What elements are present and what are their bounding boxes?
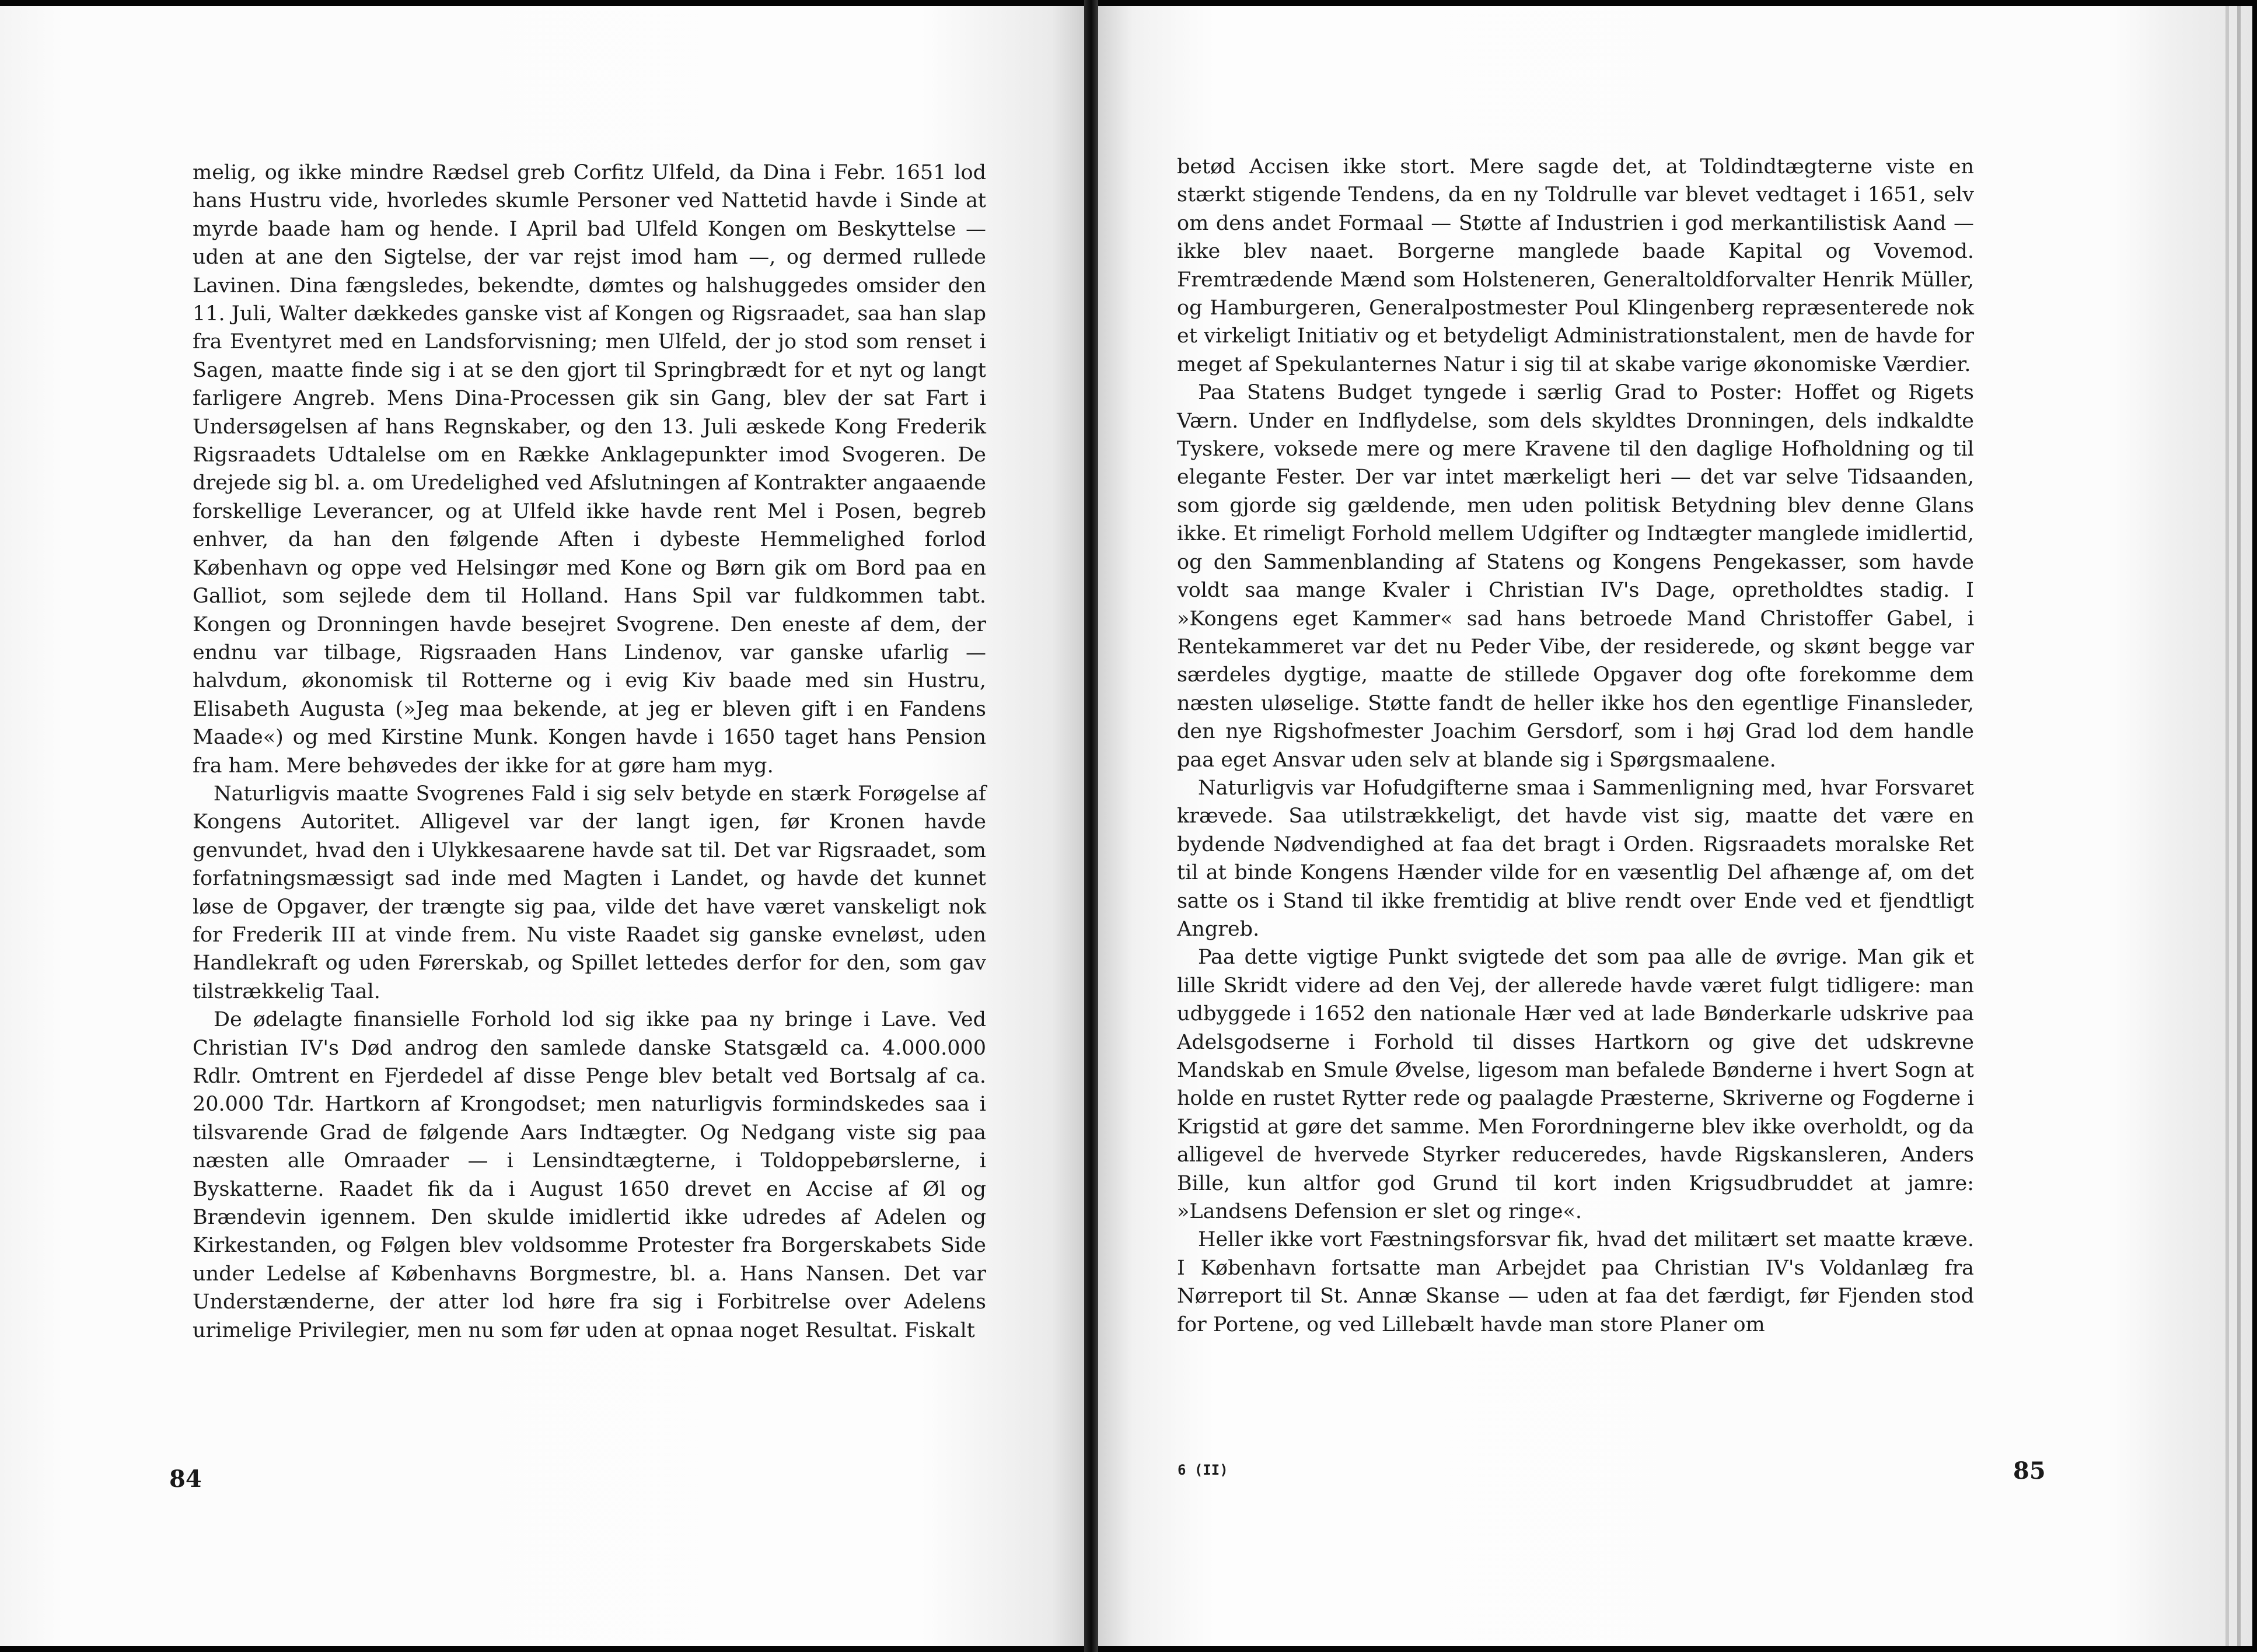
paragraph: Heller ikke vort Fæstningsforsvar fik, hvad det militært set maatte kræve. I København fortsatte man Arbejdet paa Christian IV's Voldanlæg fra Nørreport til St. Annæ Skanse — uden at faa det færdigt, før Fjenden stod for Portene, og ved Lillebælt havde man store Planer om (1177, 1228, 1974, 1336)
signature-mark: 6 (II) (1178, 1462, 1228, 1478)
book-gutter (1084, 0, 1098, 1652)
paragraph: betød Accisen ikke stort. Mere sagde det, at Toldindtægterne viste en stærkt stigende Tendens, da en ny Toldrulle var blevet vedtaget i 1651, selv om dens andet Formaal — Støtte af Industrien i god merkantilistisk Aand — ikke blev naaet. Borgerne manglede baade Kapital og Vovemod. Fremtrædende Mænd som Holsteneren, Generaltoldforvalter Henrik Müller, og Hamburgeren, Generalpostmester Poul Klingenberg repræsenterede nok et virkeligt Initiativ og et betydeligt Administrationstalent, men de havde for meget af Spekulanternes Natur i sig til at skabe varige økonomiske Værdier. (1177, 155, 1974, 376)
paragraph: Paa Statens Budget tyngede i særlig Grad to Poster: Hoffet og Rigets Værn. Under en Indflydelse, som dels skyldtes Dronningen, dels indkaldte Tyskere, voksede mere og mere Kravene til den daglige Hofholdning og til elegante Fester. Der var intet mærkeligt heri — det var selve Tidsaanden, som gjorde sig gældende, men uden politisk Betydning blev denne Glans ikke. Et rimeligt Forhold mellem Udgifter og Indtægter manglede imidlertid, og den Sammenblanding af Statens og Kongens Pengekasser, som havde voldt saa mange Kvaler i Christian IV's Dage, opretholdtes stadig. I »Kongens eget Kammer« sad hans betroede Mand Christoffer Gabel, i Rentekammeret var det nu Peder Vibe, der residerede, og skønt begge var særdeles dygtige, maatte de stillede Opgaver dog ofte forekomme dem næsten uløselige. Støtte fandt de heller ikke hos den egentlige Finansleder, den nye Rigshofmester Joachim Gersdorf, som i høj Grad lod dem handle paa eget Ansvar uden selv at blande sig i Spørgsmaalene. (1177, 381, 1974, 772)
page-edge (2237, 6, 2241, 1646)
left-page-text (193, 159, 986, 1345)
page-number: 85 (2013, 1457, 2046, 1485)
paragraph: Naturligvis maatte Svogrenes Fald i sig selv betyde en stærk Forøgelse af Kongens Autoritet. Alligevel var der langt igen, før Kronen havde genvundet, hvad den i Ulykkesaarene havde sat til. Det var Rigsraadet, som forfatningsmæssigt sad inde med Magten i Landet, og havde det kunnet løse de Opgaver, der trængte sig paa, vilde det have været vanskeligt nok for Frederik III at vinde frem. Nu viste Raadet sig ganske evneløst, uden Handlekraft og uden Førerskab, og Spillet lettedes derfor for den, som gav tilstrækkelig Taal. (193, 782, 986, 1003)
right-page (1098, 6, 2252, 1646)
paragraph: melig, og ikke mindre Rædsel greb Corfitz Ulfeld, da Dina i Febr. 1651 lod hans Hustru vide, hvorledes skumle Personer ved Nattetid havde i Sinde at myrde baade ham og hende. I April bad Ulfeld Kongen om Beskyttelse — uden at ane den Sigtelse, der var rejst imod ham —, og dermed rullede Lavinen. Dina fængsledes, bekendte, dømtes og halshuggedes omsider den 11. Juli, Walter dækkedes ganske vist af Kongen og Rigsraadet, saa han slap fra Eventyret med en Landsforvisning; men Ulfeld, der jo stod som renset i Sagen, maatte finde sig i at se den gjort til Springbrædt for et nyt og langt farligere Angreb. Mens Dina-Processen gik sin Gang, blev der sat Fart i Undersøgelsen af hans Regnskaber, og den 13. Juli æskede Kong Frederik Rigsraadets Udtalelse om en Række Anklagepunkter imod Svogeren. De drejede sig bl. a. om Uredelighed ved Afslutningen af Kontrakter angaaende forskellige Leverancer, og at Ulfeld ikke havde rent Mel i Posen, begreb enhver, da han den følgende Aften i dybeste Hemmelighed forlod København og oppe ved Helsingør med Kone og Børn gik om Bord paa en Galliot, som sejlede dem til Holland. Hans Spil var fuldkommen tabt. Kongen og Dronningen havde besejret Svogrene. Den eneste af dem, der endnu var tilbage, Rigsraaden Hans Lindenov, var ganske ufarlig — halvdum, økonomisk til Rotterne og i evig Kiv baade med sin Hustru, Elisabeth Augusta (»Jeg maa bekende, at jeg er bleven gift i en Fandens Maade«) og med Kirstine Munk. Kongen havde i 1650 taget hans Pension fra ham. Mere behøvedes der ikke for at gøre ham myg. (193, 161, 986, 778)
left-page (0, 6, 1084, 1646)
paragraph: Naturligvis var Hofudgifterne smaa i Sammenligning med, hvar Forsvaret krævede. Saa utilstrækkeligt, det havde vist sig, maatte det være en bydende Nødvendighed at faa det bragt i Orden. Rigsraadets moralske Ret til at binde Kongens Hænder vilde for en væsentlig Del afhænge af, om det satte os i Stand til ikke fremtidig at blive rendt over Ende ved et fjendtligt Angreb. (1177, 776, 1974, 941)
page-edge (2225, 6, 2229, 1646)
page-number: 84 (169, 1465, 202, 1493)
paragraph: De ødelagte finansielle Forhold lod sig ikke paa ny bringe i Lave. Ved Christian IV's Død androg den samlede danske Statsgæld ca. 4.000.000 Rdlr. Omtrent en Fjerdedel af disse Penge blev betalt ved Bortsalg af ca. 20.000 Tdr. Hartkorn af Krongodset; men naturligvis formindskedes saa i tilsvarende Grad de følgende Aars Indtægter. Og Nedgang viste sig paa næsten alle Omraader — i Lensindtægterne, i Toldoppebørslerne, i Byskatterne. Raadet fik da i August 1650 drevet en Accise af Øl og Brændevin igennem. Den skulde imidlertid ikke udredes af Adelen og Kirkestanden, og Følgen blev voldsomme Protester fra Borgerskabets Side under Ledelse af Københavns Borgmestre, bl. a. Hans Nansen. Det var Understænderne, der atter lod høre fra sig i Forbitrelse over Adelens urimelige Privilegier, men nu som før uden at opnaa noget Resultat. Fiskalt (193, 1008, 986, 1342)
right-page-text (1177, 153, 1974, 1339)
paragraph: Paa dette vigtige Punkt svigtede det som paa alle de øvrige. Man gik et lille Skridt videre ad den Vej, der allerede havde været fulgt tidligere: man udbyggede i 1652 den nationale Hær ved at lade Bønderkarle udskrive paa Adelsgodserne i Forhold til disses Hartkorn og give det udskrevne Mandskab en Smule Øvelse, ligesom man befalede Bønderne i hvert Sogn at holde en rustet Rytter rede og paalagde Præsterne, Skriverne og Fogderne i Krigstid at gøre det samme. Men Forordningerne blev ikke overholdt, og da alligevel de hvervede Styrker reduceredes, havde Rigskansleren, Anders Bille, kun altfor god Grund til kort inden Krigsudbruddet at jamre: »Landsens Defension er slet og ringe«. (1177, 946, 1974, 1224)
